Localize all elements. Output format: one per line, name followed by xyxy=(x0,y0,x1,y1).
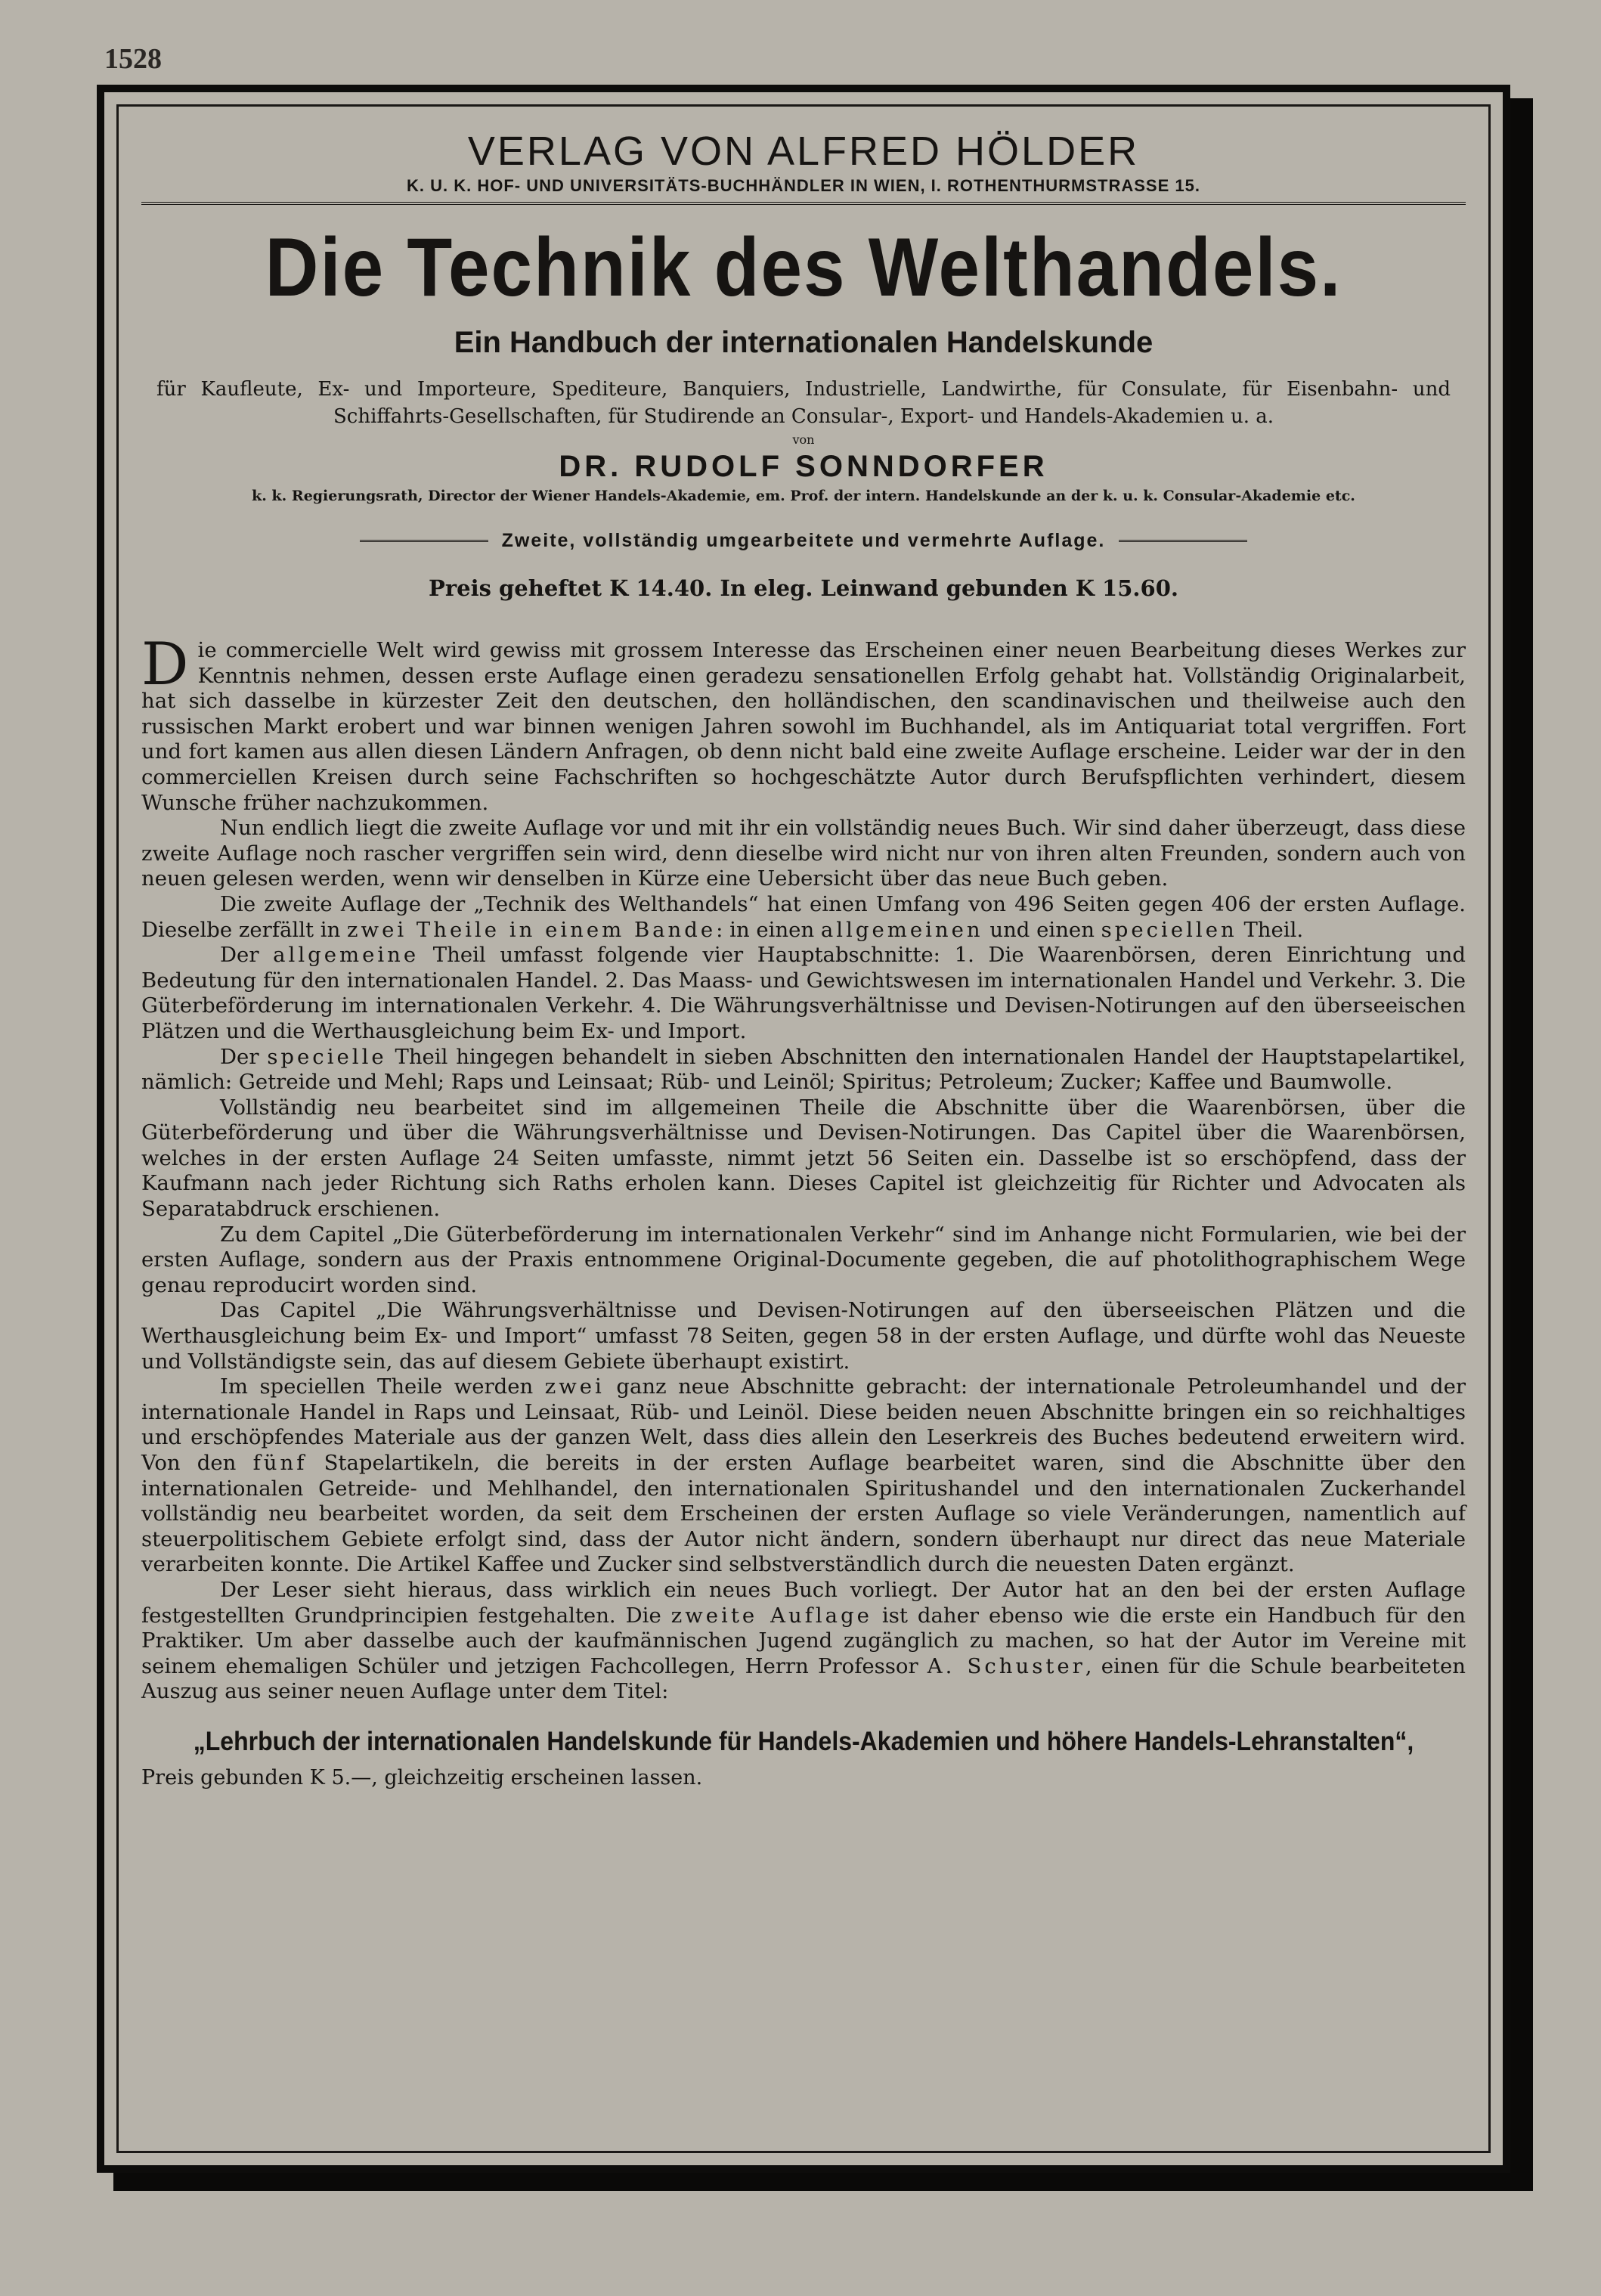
edition-line xyxy=(141,530,1466,552)
by-label: von xyxy=(792,432,815,447)
text-run: , einen für die Schule bearbeiteten Auszug aus seiner neuen Auflage unter dem Titel: xyxy=(141,1653,1466,1704)
paragraph-1-text: ie commercielle Welt wird gewiss mit grossem Interesse das Erscheinen einer neuen Bearbeitung dieses Werkes zur Kenntnis nehmen, dessen erste Auflage einen geradezu sensationellen Erfolg gehabt hat. Vollständig Originalarbeit, hat sich dasselbe in kürzester Zeit den deutschen, den holländischen, den scandinavischen und theilweise auch den russischen Markt erobert und war binnen wenigen Jahren sowohl im Buchhandel, als im Antiquariat total vergriffen. Fort und fort kamen aus allen diesen Ländern Anfragen, ob denn nicht bald eine zweite Auflage erscheine. Leider war der in den commerciellen Kreisen durch seine Fachschriften so hochgeschätzte Autor durch Berufspflichten verhindert, diesem Wunsche früher nachzukommen. xyxy=(141,638,1466,815)
emphasis: A. Schuster xyxy=(927,1653,1085,1678)
body-text xyxy=(141,631,1466,1705)
paragraph-7: Zu dem Capitel „Die Güterbeförderung im internationalen Verkehr“ sind im Anhange nicht Formularien, wie bei der ersten Auflage, sondern aus der Praxis entnommene Original-Documente gegeben, die auf photolithographischem Wege genau reproducirt worden sind. xyxy=(141,1222,1466,1297)
text-run: Theil hingegen behandelt in sieben Abschnitten den internationalen Handel der Hauptstapelartikel, nämlich: Getreide und Mehl; Raps und Leinsaat; Rüb- und Leinöl; Spiritus; Petroleum; Zucker; Kaffee und Baumwolle. xyxy=(141,1044,1466,1095)
text-run: : in einen xyxy=(716,917,821,942)
paragraph-3 xyxy=(141,892,1466,943)
text-run: Theil umfasst folgende vier Hauptabschnitte: 1. Die Waarenbörsen, deren Einrichtung und Bedeutung für den internationalen Handel. 2. Das Maass- und Gewichtswesen im internationalen Handel und Verkehr. 3. Die Güterbeförderung im internationalen Verkehr. 4. Die Währungsverhältnisse und Devisen-Notirungen auf den überseeischen Plätzen und die Werthausgleichung beim Ex- und Import. xyxy=(141,943,1466,1043)
price-line: Preis geheftet K 14.40. In eleg. Leinwand gebunden K 15.60. xyxy=(429,575,1178,601)
emphasis: zwei Theile in einem Bande xyxy=(347,917,717,942)
page-number: 1528 xyxy=(104,43,162,75)
emphasis: allgemeine xyxy=(273,943,420,968)
author-name: DR. RUDOLF SONNDORFER xyxy=(559,450,1048,483)
text-run: Im speciellen Theile werden xyxy=(220,1374,545,1399)
emphasis: zweite Auflage xyxy=(670,1603,872,1628)
advertisement-content xyxy=(116,104,1491,2153)
text-run: ist daher ebenso wie die erste ein Handbuch für den Praktiker. Um aber dasselbe auch der kaufmännischen Jugend zugänglich zu machen, so hat der Autor im Vereine mit seinem ehemaligen Schüler und jetzigen Fachcollegen, Herrn Professor xyxy=(141,1603,1466,1678)
text-run: Der Leser sieht hieraus, dass wirklich ein neues Buch vorliegt. Der Autor hat an den bei der ersten Auflage festgestellten Grundprincipien festgehalten. Die xyxy=(141,1577,1466,1628)
emphasis: zwei xyxy=(544,1374,605,1399)
paragraph-6: Vollständig neu bearbeitet sind im allgemeinen Theile die Abschnitte über die Waarenbörsen, über die Güterbeförderung und über die Währungsverhältnisse und Devisen-Notirungen. Das Capitel über die Waarenbörsen, welches in der ersten Auflage 24 Seiten umfasste, nimmt jetzt 56 Seiten ein. Dasselbe ist so erschöpfend, dass der Kaufmann nach jeder Richtung sich Raths erholen kann. Dieses Capitel ist gleichzeitig für Richter und Advocaten als Separatabdruck erschienen. xyxy=(141,1095,1466,1222)
paragraph-2: Nun endlich liegt die zweite Auflage vor und mit ihr ein vollständig neues Buch. Wir sind daher überzeugt, dass diese zweite Auflage noch rascher vergriffen sein wird, denn dieselbe wird nicht nur von ihren alten Freunden, sondern auch von neuen gelesen werden, wenn wir denselben in Kürze eine Uebersicht über das neue Buch geben. xyxy=(141,816,1466,891)
publisher-address: K. U. K. HOF- UND UNIVERSITÄTS-BUCHHÄNDLER IN WIEN, I. ROTHENTHURMSTRASSE 15. xyxy=(141,175,1466,205)
book-subtitle: Ein Handbuch der internationalen Handelskunde xyxy=(454,326,1154,359)
text-run: Theil. xyxy=(1237,917,1304,942)
frame-shadow-right xyxy=(1510,98,1533,2188)
paragraph-5 xyxy=(141,1045,1466,1095)
emphasis: specielle xyxy=(267,1044,387,1069)
text-run: Der xyxy=(220,943,274,968)
rule-right xyxy=(1119,540,1247,542)
text-run: ganz neue Abschnitte gebracht: der internationale Petroleumhandel und der internationale Handel in Raps und Leinsaat, Rüb- und Leinöl. Diese beiden neuen Abschnitte bringen ein so reichhaltiges und erschöpfendes Materiale aus der ganzen Welt, dass dies allein den Leserkreis des Buches bedeutend erweitern wird. Von den xyxy=(141,1374,1466,1475)
closing-line: Preis gebunden K 5.—, gleichzeitig erscheinen lassen. xyxy=(141,1765,703,1789)
rule-left xyxy=(360,540,488,542)
drop-cap: D xyxy=(141,631,189,699)
text-run: Die zweite Auflage der „Technik des Welthandels“ hat einen Umfang von 496 Seiten gegen 406 der ersten Auflage. Dieselbe zerfällt in xyxy=(141,891,1466,942)
emphasis: allgemeinen xyxy=(820,917,983,942)
publisher-name: VERLAG VON ALFRED HÖLDER xyxy=(467,129,1140,174)
book-title: Die Technik des Welthandels. xyxy=(265,220,1342,314)
text-run: und einen xyxy=(983,917,1101,942)
paragraph-4 xyxy=(141,943,1466,1044)
frame-shadow-bottom xyxy=(113,2171,1533,2191)
author-credentials: k. k. Regierungsrath, Director der Wiener Handels-Akademie, em. Prof. der intern. Handelskunde an der k. u. k. Consular-Akademie etc. xyxy=(252,488,1355,504)
paragraph-8: Das Capitel „Die Währungsverhältnisse und Devisen-Notirungen auf den überseeischen Plätzen und die Werthausgleichung beim Ex- und Import“ umfasst 78 Seiten, gegen 58 in der ersten Auflage, und dürfte wohl das Neueste und Vollständigste sein, das auf diesem Gebiete überhaupt existirt. xyxy=(141,1298,1466,1374)
edition-note: Zweite, vollständig umgearbeitete und vermehrte Auflage. xyxy=(501,530,1106,551)
text-run: Stapelartikeln, die bereits in der ersten Auflage bearbeitet waren, sind die Abschnitte über den internationalen Getreide- und Mehlhandel, den internationalen Spiritushandel und den internationalen Zuckerhandel vollständig neu bearbeitet worden, da seit dem Erscheinen der ersten Auflage so viele Veränderungen, namentlich auf steuerpolitischem Gebiete erfolgt sind, dass der Autor nicht ändern, sondern überhaupt nur direct das neue Materiale verarbeiten konnte. Die Artikel Kaffee und Zucker sind selbstverständlich durch die neuesten Daten ergänzt. xyxy=(141,1451,1466,1577)
textbook-title: „Lehrbuch der internationalen Handelskunde für Handels-Akademien und höhere Handels-Lehranstalten“, xyxy=(193,1726,1414,1756)
emphasis: speciellen xyxy=(1101,917,1237,942)
paragraph-10 xyxy=(141,1578,1466,1705)
paragraph-1 xyxy=(141,631,1466,816)
advertisement-frame xyxy=(97,85,1510,2173)
target-audience: für Kaufleute, Ex- und Importeure, Spediteure, Banquiers, Industrielle, Landwirthe, für Consulate, für Eisenbahn- und Schiffahrts-Gesellschaften, für Studirende an Consular-, Export- und Handels-Akademien u. a. xyxy=(156,378,1451,428)
emphasis: fünf xyxy=(252,1451,308,1475)
text-run: Der xyxy=(220,1044,268,1069)
paragraph-9 xyxy=(141,1374,1466,1578)
